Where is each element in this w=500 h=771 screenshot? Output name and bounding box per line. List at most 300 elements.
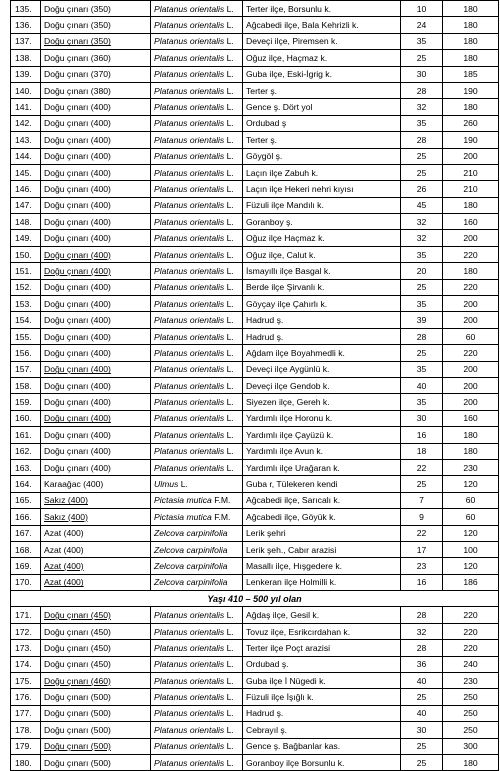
tree-name (41, 754, 151, 770)
table-row (11, 607, 499, 623)
table-row (11, 50, 499, 66)
species-author: L. (226, 52, 234, 63)
species-latin: Platanus orientalis (154, 183, 225, 194)
tree-name-text: Doğu çınarı (350) (44, 3, 111, 14)
tree-name-text: Doğu çınarı (400) (44, 364, 111, 375)
species-author: L. (226, 446, 234, 457)
location: Göygöl ş. (243, 148, 401, 164)
location: Laçın ilçe Hekeri nehri kıyısı (243, 181, 401, 197)
tree-name-text: Doğu çınarı (400) (44, 380, 111, 391)
tree-name (41, 312, 151, 328)
tree-name-text: Azat (400) (44, 577, 84, 588)
tree-name-text: Doğu çınarı (400) (44, 134, 111, 145)
species-latin: Ulmus (154, 479, 179, 490)
location: Ağcabedi ilçe, Göyük k. (243, 509, 401, 525)
species-latin: Platanus orientalis (154, 380, 225, 391)
tree-name (41, 394, 151, 410)
tree-name-text: Doğu çınarı (400) (44, 151, 111, 162)
table-row (11, 689, 499, 705)
species-latin: Platanus orientalis (154, 118, 225, 129)
tree-name (41, 689, 151, 705)
species-name (151, 361, 243, 377)
species-author: L. (226, 724, 234, 735)
species-name (151, 394, 243, 410)
species-latin: Platanus orientalis (154, 347, 225, 358)
tree-name-text: Doğu çınarı (450) (44, 610, 111, 621)
tree-name (41, 296, 151, 312)
species-name (151, 492, 243, 508)
girth-value: 200 (443, 296, 499, 312)
row-number: 150. (11, 246, 41, 262)
row-number: 136. (11, 17, 41, 33)
height-value: 28 (401, 132, 443, 148)
height-value: 32 (401, 623, 443, 639)
species-name (151, 50, 243, 66)
girth-value: 100 (443, 541, 499, 557)
species-latin: Platanus orientalis (154, 134, 225, 145)
tree-name (41, 279, 151, 295)
height-value: 25 (401, 476, 443, 492)
species-name (151, 443, 243, 459)
girth-value: 200 (443, 377, 499, 393)
species-name (151, 296, 243, 312)
height-value: 25 (401, 279, 443, 295)
species-latin: Platanus orientalis (154, 3, 225, 14)
row-number: 154. (11, 312, 41, 328)
location: Füzuli ilçe Mandılı k. (243, 197, 401, 213)
species-author: L. (226, 282, 234, 293)
tree-name-text: Azat (400) (44, 544, 84, 555)
girth-value: 186 (443, 574, 499, 590)
height-value: 25 (401, 164, 443, 180)
species-name (151, 525, 243, 541)
species-name (151, 705, 243, 721)
row-number: 157. (11, 361, 41, 377)
table-row (11, 115, 499, 131)
girth-value: 180 (443, 1, 499, 17)
tree-name-text: Azat (400) (44, 560, 84, 571)
species-author: L. (226, 183, 234, 194)
species-author: L. (180, 479, 188, 490)
table-row (11, 181, 499, 197)
tree-name (41, 427, 151, 443)
species-author: L. (226, 298, 234, 309)
location: Goranboy ş. (243, 214, 401, 230)
location: Oğuz ilçe, Calut k. (243, 246, 401, 262)
girth-value: 60 (443, 509, 499, 525)
table-row (11, 492, 499, 508)
height-value: 26 (401, 181, 443, 197)
species-name (151, 1, 243, 17)
location: Lerik şeh., Cabır arazisi (243, 541, 401, 557)
table-row (11, 1, 499, 17)
species-name (151, 377, 243, 393)
table-row (11, 443, 499, 459)
species-name (151, 623, 243, 639)
girth-value: 200 (443, 230, 499, 246)
tree-name-text: Doğu çınarı (450) (44, 659, 111, 670)
table-row (11, 230, 499, 246)
tree-name (41, 214, 151, 230)
tree-name (41, 82, 151, 98)
table-row (11, 656, 499, 672)
species-latin: Platanus orientalis (154, 151, 225, 162)
tree-name (41, 443, 151, 459)
species-name (151, 115, 243, 131)
table-row (11, 312, 499, 328)
species-author: L. (226, 249, 234, 260)
species-name (151, 738, 243, 754)
location: Guba r, Tülekeren kendi (243, 476, 401, 492)
row-number: 149. (11, 230, 41, 246)
row-number: 168. (11, 541, 41, 557)
row-number: 137. (11, 33, 41, 49)
location: Hadrud ş. (243, 312, 401, 328)
species-latin: Platanus orientalis (154, 413, 225, 424)
tree-name-text: Doğu çınarı (450) (44, 626, 111, 637)
girth-value: 200 (443, 148, 499, 164)
species-latin: Platanus orientalis (154, 757, 225, 768)
location: Yardımlı ilçe Çayüzü k. (243, 427, 401, 443)
tree-name (41, 574, 151, 590)
height-value: 20 (401, 263, 443, 279)
species-author: L. (226, 642, 234, 653)
table-row (11, 459, 499, 475)
location: Lenkeran ilçe Holmilli k. (243, 574, 401, 590)
table-row (11, 738, 499, 754)
height-value: 35 (401, 246, 443, 262)
tree-name-text: Sakız (400) (44, 511, 88, 522)
location: Lerik şehri (243, 525, 401, 541)
tree-name-text: Doğu çınarı (450) (44, 642, 111, 653)
species-latin: Platanus orientalis (154, 69, 225, 80)
height-value: 25 (401, 689, 443, 705)
table-row (11, 361, 499, 377)
height-value: 25 (401, 345, 443, 361)
height-value: 40 (401, 377, 443, 393)
girth-value: 300 (443, 738, 499, 754)
row-number: 179. (11, 738, 41, 754)
species-latin: Platanus orientalis (154, 233, 225, 244)
row-number: 166. (11, 509, 41, 525)
row-number: 161. (11, 427, 41, 443)
tree-name (41, 246, 151, 262)
species-author: L. (226, 134, 234, 145)
location: Ordubad ş (243, 115, 401, 131)
tree-name (41, 361, 151, 377)
species-author: L. (226, 3, 234, 14)
height-value: 35 (401, 115, 443, 131)
row-number: 152. (11, 279, 41, 295)
tree-name (41, 492, 151, 508)
location: Ağcabedi ilçe, Bala Kehrizli k. (243, 17, 401, 33)
species-author: L. (226, 462, 234, 473)
girth-value: 220 (443, 345, 499, 361)
section-row (11, 591, 499, 607)
species-author: L. (226, 429, 234, 440)
table-row (11, 623, 499, 639)
species-name (151, 722, 243, 738)
height-value: 28 (401, 640, 443, 656)
tree-name (41, 509, 151, 525)
girth-value: 120 (443, 558, 499, 574)
row-number: 158. (11, 377, 41, 393)
height-value: 16 (401, 574, 443, 590)
table-row (11, 574, 499, 590)
girth-value: 230 (443, 673, 499, 689)
row-number: 147. (11, 197, 41, 213)
location: Oğuz ilçe Haçmaz k. (243, 230, 401, 246)
location: Yardımlı ilçe Horonu k. (243, 410, 401, 426)
species-name (151, 328, 243, 344)
height-value: 32 (401, 99, 443, 115)
height-value: 25 (401, 50, 443, 66)
species-latin: Platanus orientalis (154, 167, 225, 178)
table-row (11, 541, 499, 557)
girth-value: 200 (443, 394, 499, 410)
girth-value: 200 (443, 361, 499, 377)
girth-value: 250 (443, 722, 499, 738)
species-latin: Platanus orientalis (154, 462, 225, 473)
girth-value: 180 (443, 443, 499, 459)
height-value: 30 (401, 410, 443, 426)
height-value: 9 (401, 509, 443, 525)
species-name (151, 476, 243, 492)
height-value: 28 (401, 607, 443, 623)
girth-value: 210 (443, 181, 499, 197)
row-number: 148. (11, 214, 41, 230)
species-author: L. (226, 85, 234, 96)
height-value: 32 (401, 230, 443, 246)
tree-name (41, 673, 151, 689)
tree-name-text: Doğu çınarı (400) (44, 315, 111, 326)
height-value: 22 (401, 459, 443, 475)
table-row (11, 17, 499, 33)
species-author: L. (226, 69, 234, 80)
table-row (11, 296, 499, 312)
tree-name-text: Doğu çınarı (400) (44, 249, 111, 260)
tree-name-text: Doğu çınarı (360) (44, 52, 111, 63)
tree-name (41, 328, 151, 344)
species-name (151, 148, 243, 164)
species-latin: Platanus orientalis (154, 692, 225, 703)
species-latin: Platanus orientalis (154, 446, 225, 457)
table-row (11, 525, 499, 541)
tree-name-text: Doğu çınarı (400) (44, 413, 111, 424)
tree-name-text: Doğu çınarı (400) (44, 183, 111, 194)
table-row (11, 328, 499, 344)
species-author: L. (226, 200, 234, 211)
location: Guba ilçe İ Nügedi k. (243, 673, 401, 689)
girth-value: 160 (443, 410, 499, 426)
species-name (151, 164, 243, 180)
tree-name (41, 525, 151, 541)
girth-value: 250 (443, 689, 499, 705)
species-author: L. (226, 20, 234, 31)
row-number: 164. (11, 476, 41, 492)
tree-name-text: Doğu çınarı (400) (44, 462, 111, 473)
row-number: 178. (11, 722, 41, 738)
girth-value: 180 (443, 197, 499, 213)
location: İsmayıllı ilçe Basgal k. (243, 263, 401, 279)
species-latin: Platanus orientalis (154, 102, 225, 113)
tree-name (41, 377, 151, 393)
girth-value: 160 (443, 214, 499, 230)
species-latin: Pictasia mutica (154, 511, 212, 522)
species-name (151, 214, 243, 230)
height-value: 25 (401, 738, 443, 754)
tree-name-text: Doğu çınarı (400) (44, 429, 111, 440)
girth-value: 180 (443, 754, 499, 770)
location: Hadrud ş. (243, 328, 401, 344)
tree-name (41, 722, 151, 738)
species-author: L. (226, 102, 234, 113)
row-number: 138. (11, 50, 41, 66)
species-latin: Zelcova carpinifolia (154, 528, 228, 539)
species-name (151, 263, 243, 279)
table-row (11, 99, 499, 115)
species-latin: Platanus orientalis (154, 429, 225, 440)
species-name (151, 410, 243, 426)
species-name (151, 181, 243, 197)
species-name (151, 132, 243, 148)
girth-value: 220 (443, 623, 499, 639)
species-latin: Platanus orientalis (154, 298, 225, 309)
species-name (151, 574, 243, 590)
tree-name-text: Doğu çınarı (400) (44, 216, 111, 227)
species-latin: Platanus orientalis (154, 265, 225, 276)
tree-name-text: Doğu çınarı (400) (44, 331, 111, 342)
row-number: 142. (11, 115, 41, 131)
height-value: 45 (401, 197, 443, 213)
tree-name (41, 132, 151, 148)
table-row (11, 394, 499, 410)
location: Ordubad ş. (243, 656, 401, 672)
location: Yardımlı ilçe Urağaran k. (243, 459, 401, 475)
species-author: F.M. (214, 495, 231, 506)
tree-name (41, 230, 151, 246)
girth-value: 180 (443, 17, 499, 33)
height-value: 30 (401, 66, 443, 82)
row-number: 146. (11, 181, 41, 197)
girth-value: 190 (443, 132, 499, 148)
location: Siyezen ilçe, Gereh k. (243, 394, 401, 410)
location: Deveçi ilçe Gendob k. (243, 377, 401, 393)
row-number: 167. (11, 525, 41, 541)
height-value: 24 (401, 17, 443, 33)
tree-name (41, 459, 151, 475)
species-author: L. (226, 151, 234, 162)
tree-name (41, 410, 151, 426)
girth-value: 180 (443, 263, 499, 279)
table-row (11, 263, 499, 279)
location: Masallı ilçe, Hışgedere k. (243, 558, 401, 574)
species-latin: Platanus orientalis (154, 36, 225, 47)
girth-value: 180 (443, 427, 499, 443)
table-row (11, 82, 499, 98)
height-value: 30 (401, 722, 443, 738)
species-author: L. (226, 233, 234, 244)
trees-table (10, 0, 499, 771)
height-value: 35 (401, 361, 443, 377)
table-row (11, 509, 499, 525)
tree-name (41, 164, 151, 180)
table-row (11, 214, 499, 230)
table-row (11, 132, 499, 148)
location: Terter ilçe, Borsunlu k. (243, 1, 401, 17)
tree-name-text: Doğu çınarı (500) (44, 757, 111, 768)
location: Füzuli ilçe İşığlı k. (243, 689, 401, 705)
species-name (151, 197, 243, 213)
girth-value: 190 (443, 82, 499, 98)
row-number: 135. (11, 1, 41, 17)
location: Ağdam ilçe Boyahmedli k. (243, 345, 401, 361)
row-number: 153. (11, 296, 41, 312)
tree-name-text: Doğu çınarı (400) (44, 446, 111, 457)
species-latin: Platanus orientalis (154, 331, 225, 342)
tree-name-text: Azat (400) (44, 528, 84, 539)
tree-name (41, 99, 151, 115)
species-author: L. (226, 757, 234, 768)
tree-name-text: Doğu çınarı (460) (44, 675, 111, 686)
species-author: L. (226, 36, 234, 47)
girth-value: 120 (443, 525, 499, 541)
species-latin: Platanus orientalis (154, 85, 225, 96)
girth-value: 185 (443, 66, 499, 82)
height-value: 10 (401, 1, 443, 17)
girth-value: 210 (443, 164, 499, 180)
tree-name (41, 476, 151, 492)
species-author: L. (226, 347, 234, 358)
table-row (11, 246, 499, 262)
height-value: 35 (401, 394, 443, 410)
species-latin: Zelcova carpinifolia (154, 544, 228, 555)
girth-value: 220 (443, 279, 499, 295)
species-author: L. (226, 397, 234, 408)
species-name (151, 673, 243, 689)
height-value: 35 (401, 296, 443, 312)
tree-name-text: Doğu çınarı (370) (44, 69, 111, 80)
tree-name-text: Doğu çınarı (350) (44, 36, 111, 47)
location: Terter ş. (243, 82, 401, 98)
species-latin: Platanus orientalis (154, 659, 225, 670)
height-value: 22 (401, 525, 443, 541)
species-latin: Platanus orientalis (154, 216, 225, 227)
tree-name-text: Doğu çınarı (380) (44, 85, 111, 96)
species-name (151, 509, 243, 525)
species-name (151, 33, 243, 49)
species-author: L. (226, 692, 234, 703)
tree-name-text: Doğu çınarı (400) (44, 265, 111, 276)
height-value: 18 (401, 443, 443, 459)
row-number: 151. (11, 263, 41, 279)
species-author: L. (226, 380, 234, 391)
location: Terter ilçe Poçt arazisi (243, 640, 401, 656)
height-value: 40 (401, 705, 443, 721)
row-number: 171. (11, 607, 41, 623)
tree-name (41, 33, 151, 49)
height-value: 25 (401, 148, 443, 164)
species-latin: Platanus orientalis (154, 675, 225, 686)
girth-value: 180 (443, 33, 499, 49)
species-latin: Platanus orientalis (154, 708, 225, 719)
row-number: 141. (11, 99, 41, 115)
species-author: L. (226, 626, 234, 637)
species-author: L. (226, 364, 234, 375)
species-name (151, 541, 243, 557)
species-latin: Platanus orientalis (154, 364, 225, 375)
location: Gence ş. Dört yol (243, 99, 401, 115)
